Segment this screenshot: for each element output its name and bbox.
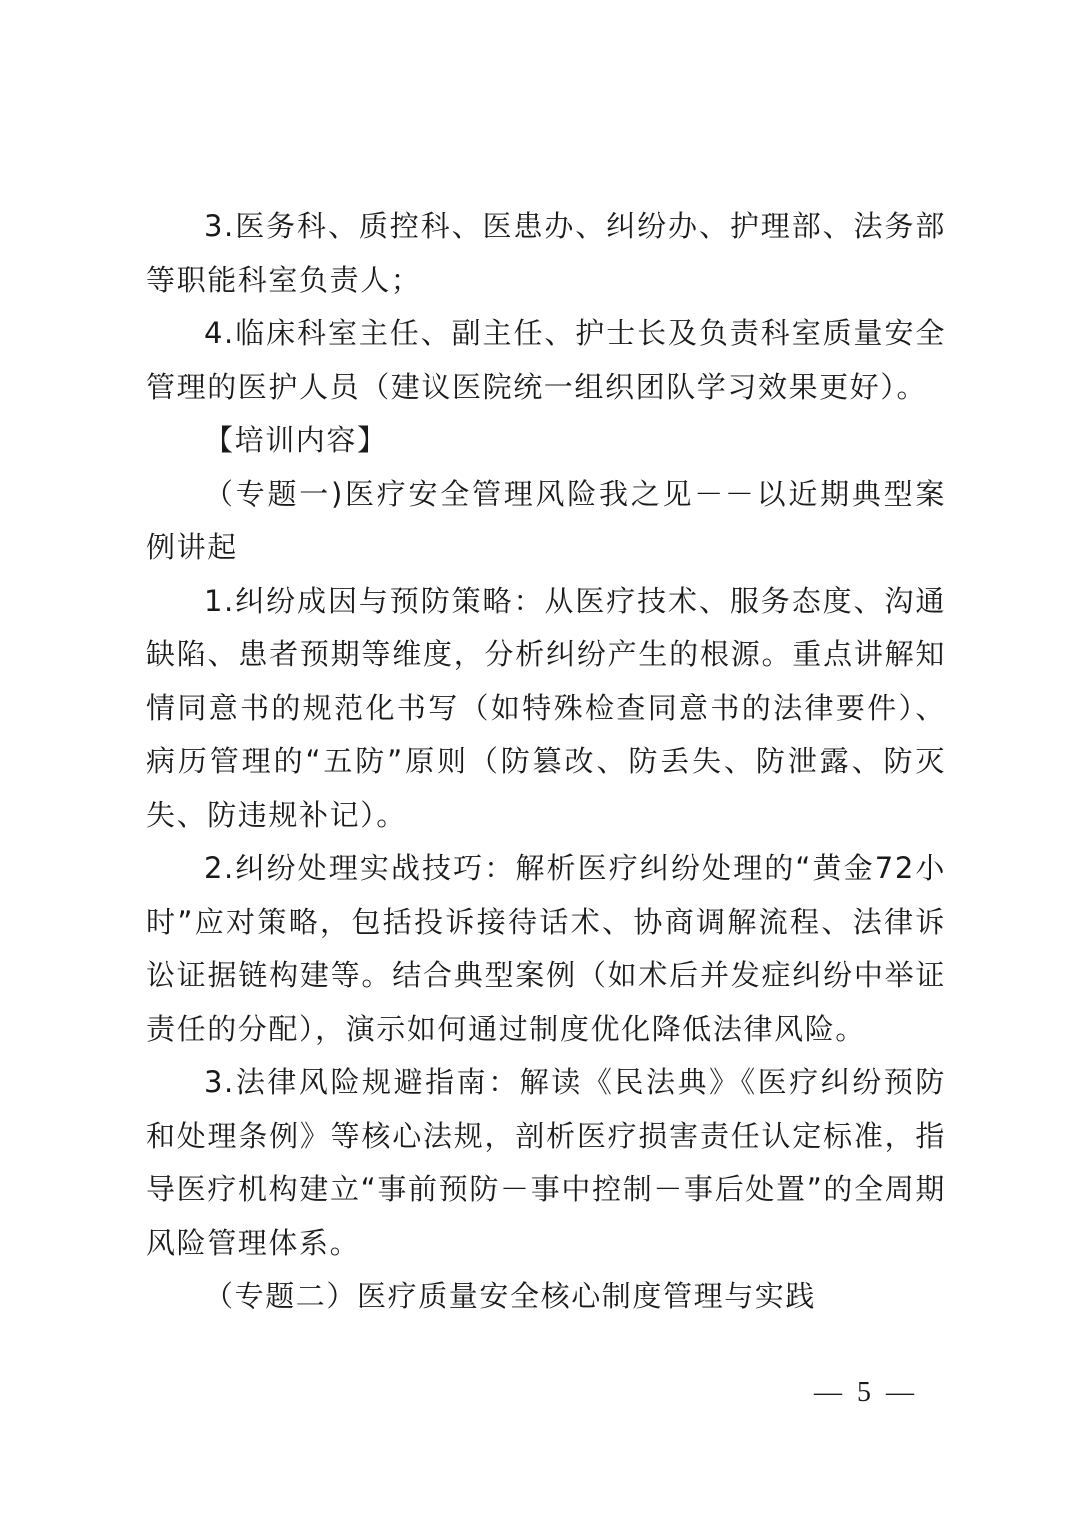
topic-1-title: （专题一)医疗安全管理风险我之见－－以近期典型案例讲起: [146, 476, 946, 564]
topic-1-item-3: 3.法律风险规避指南：解读《民法典》《医疗纠纷预防和处理条例》等核心法规，剖析医疗损害责任认定标准，指导医疗机构建立“事前预防－事中控制－事后处置”的全周期风险管理体系。: [146, 1065, 946, 1260]
topic-1-item-1: 1.纠纷成因与预防策略：从医疗技术、服务态度、沟通缺陷、患者预期等维度，分析纠纷产生的根源。重点讲解知情同意书的规范化书写（如特殊检查同意书的法律要件）、病历管理的“五防”原则（防篡改、防丢失、防泄露、防灭失、防违规补记）。: [146, 583, 946, 832]
topic-1-item-2: 2.纠纷处理实战技巧：解析医疗纠纷处理的“黄金72小时”应对策略，包括投诉接待话术、协商调解流程、法律诉讼证据链构建等。结合典型案例（如术后并发症纠纷中举证责任的分配），演示如何通过制度优化降低法律风险。: [146, 851, 946, 1046]
paragraph-audience-3: 3.医务科、质控科、医患办、纠纷办、护理部、法务部等职能科室负责人；: [146, 209, 946, 297]
section-heading-training-content: 【培训内容】: [204, 423, 388, 457]
topic-2-title: （专题二）医疗质量安全核心制度管理与实践: [204, 1279, 817, 1313]
document-body: [146, 200, 946, 1324]
paragraph-audience-4: 4.临床科室主任、副主任、护士长及负责科室质量安全管理的医护人员（建议医院统一组织团队学习效果更好）。: [146, 316, 946, 404]
page-number: — 5 —: [814, 1377, 918, 1408]
